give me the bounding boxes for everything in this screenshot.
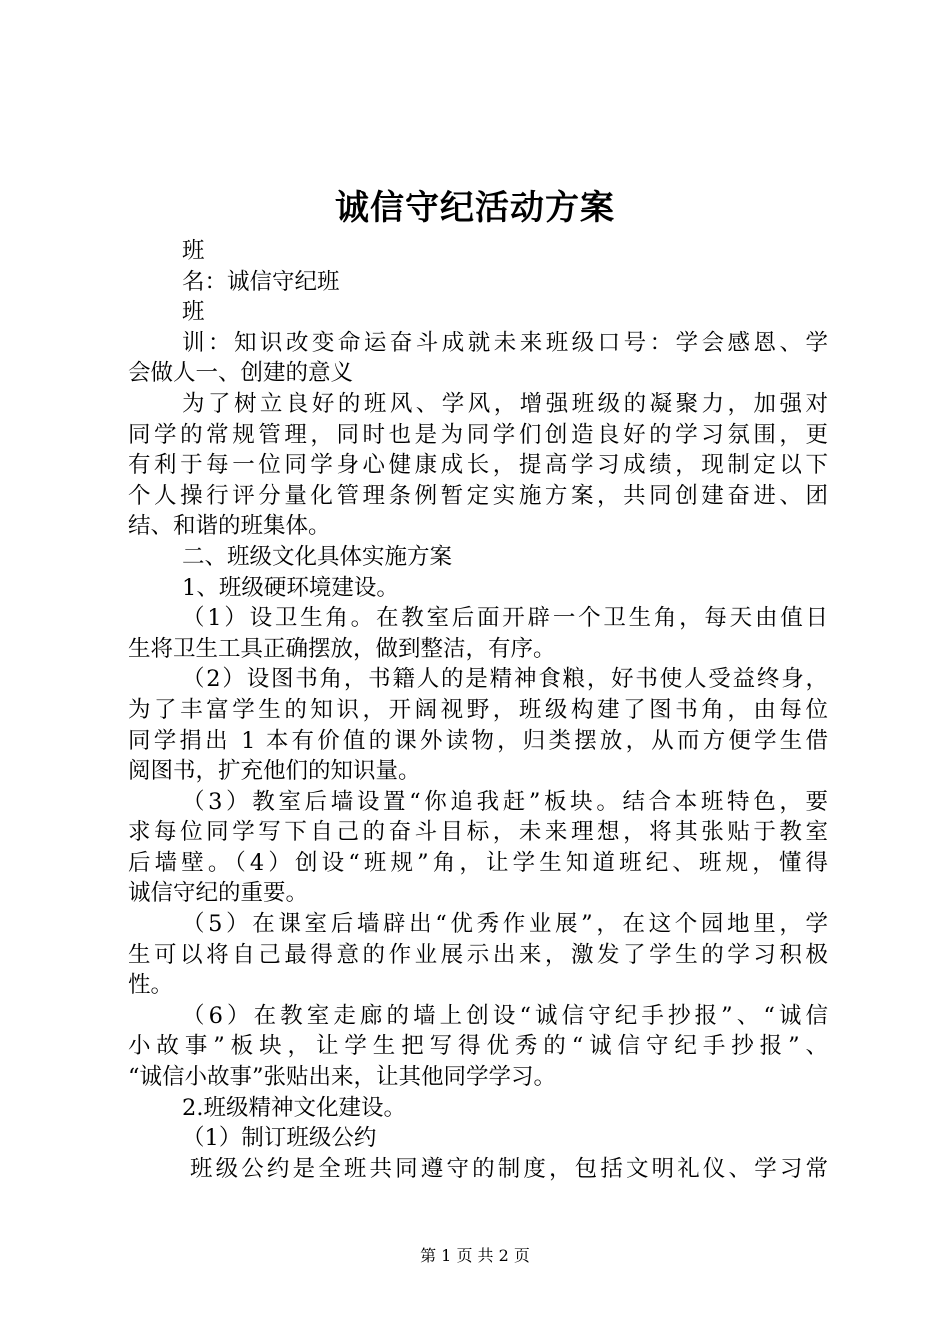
- body-line: 班: [182, 238, 205, 264]
- body-line: 生将卫生工具正确摆放，做到整洁，有序。: [128, 635, 556, 662]
- body-line: 1、班级硬环境建设。: [182, 574, 399, 601]
- body-line: （3）教室后墙设置“你追我赶”板块。结合本班特色，要: [182, 788, 828, 815]
- body-line: 会做人一、创建的意义: [128, 360, 354, 387]
- body-line: 诚信守纪的重要。: [128, 880, 309, 907]
- document-title: 诚信守纪活动方案: [335, 188, 615, 228]
- body-line: （1）设卫生角。在教室后面开辟一个卫生角，每天由值日: [182, 605, 828, 632]
- body-line: 有利于每一位同学身心健康成长，提高学习成绩，现制定以下: [128, 452, 828, 479]
- body-line: （1）制订班级公约: [182, 1125, 377, 1152]
- body-line: 为了丰富学生的知识，开阔视野，班级构建了图书角，由每位: [128, 696, 828, 723]
- body-line: 生可以将自己最得意的作业展示出来，激发了学生的学习积极: [128, 941, 828, 968]
- body-line: （5）在课室后墙辟出“优秀作业展”，在这个园地里，学: [182, 911, 828, 938]
- body-line: 阅图书，扩充他们的知识量。: [128, 758, 421, 785]
- body-line: 求每位同学写下自己的奋斗目标，未来理想，将其张贴于教室: [128, 819, 828, 846]
- body-line: 为了树立良好的班风、学风，增强班级的凝聚力，加强对: [182, 390, 828, 417]
- body-line: 名：诚信守纪班: [182, 268, 340, 295]
- body-line: 2.班级精神文化建设。: [182, 1094, 406, 1121]
- body-line: 性。: [128, 972, 174, 999]
- body-line: 班级公约是全班共同遵守的制度，包括文明礼仪、学习常: [190, 1155, 828, 1182]
- body-line: 同学的常规管理，同时也是为同学们创造良好的学习氛围，更: [128, 421, 828, 448]
- body-line: 班: [182, 299, 205, 326]
- body-line: 同学捐出 1 本有价值的课外读物，归类摆放，从而方便学生借: [128, 727, 828, 754]
- body-line: 结、和谐的班集体。: [128, 513, 331, 540]
- body-line: 个人操行评分量化管理条例暂定实施方案，共同创建奋进、团: [128, 482, 828, 509]
- body-line: （6）在教室走廊的墙上创设“诚信守纪手抄报”、“诚信: [182, 1002, 828, 1029]
- page-footer: 第 1 页 共 2 页: [420, 1246, 530, 1265]
- document-body: [128, 236, 828, 1184]
- body-line: 二、班级文化具体实施方案: [182, 543, 453, 570]
- body-line: 训：知识改变命运奋斗成就未来班级口号：学会感恩、学: [182, 329, 828, 356]
- body-line: 小故事”板块，让学生把写得优秀的“诚信守纪手抄报”、: [128, 1033, 828, 1060]
- body-line: 后墙壁。（4）创设“班规”角，让学生知道班纪、班规，懂得: [128, 849, 828, 876]
- body-line: “诚信小故事”张贴出来，让其他同学学习。: [128, 1064, 557, 1091]
- body-line: （2）设图书角，书籍人的是精神食粮，好书使人受益终身，: [182, 666, 828, 693]
